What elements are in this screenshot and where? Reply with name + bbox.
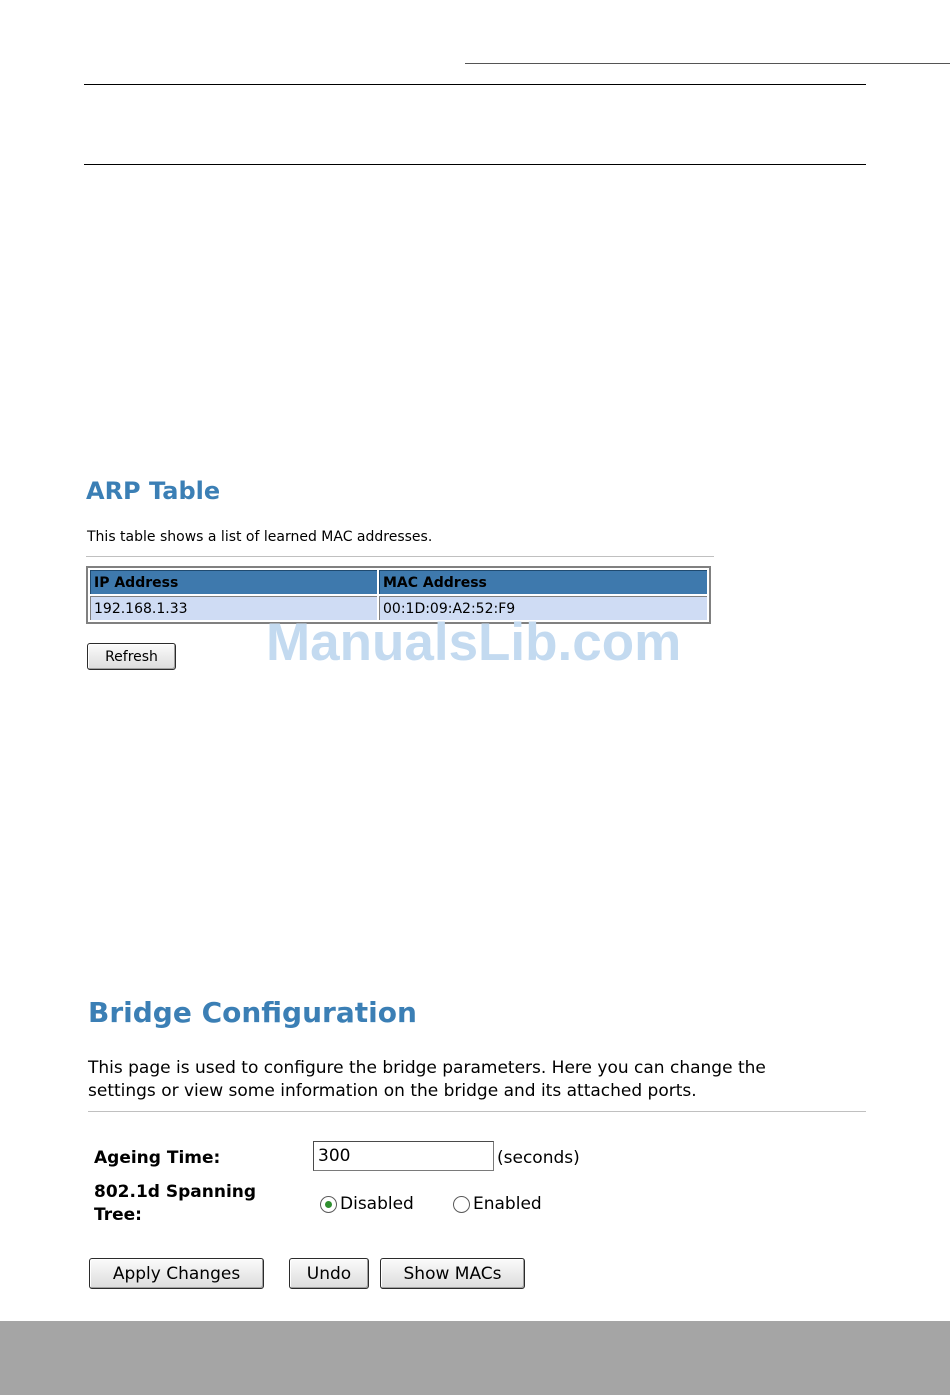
mac-address-cell: 00:1D:09:A2:52:F9: [379, 596, 707, 620]
spanning-tree-label-line-1: 802.1d Spanning: [94, 1182, 257, 1202]
show-macs-button[interactable]: Show MACs: [380, 1258, 525, 1289]
radio-unchecked-icon[interactable]: [453, 1196, 470, 1213]
header-rule-bottom: [84, 164, 866, 165]
ageing-time-unit: (seconds): [497, 1148, 580, 1168]
apply-changes-button[interactable]: Apply Changes: [89, 1258, 264, 1289]
undo-button[interactable]: Undo: [289, 1258, 369, 1289]
spanning-tree-label: [94, 1181, 294, 1227]
header-rule-top: [84, 84, 866, 85]
ageing-time-input[interactable]: [313, 1141, 494, 1171]
ageing-time-label: Ageing Time:: [94, 1148, 221, 1168]
spanning-tree-enabled-label: Enabled: [473, 1194, 542, 1214]
radio-checked-icon[interactable]: [320, 1196, 337, 1213]
bridge-description-line-1: This page is used to configure the bridge parameters. Here you can change the: [88, 1058, 766, 1078]
arp-table-title: ARP Table: [86, 477, 221, 505]
footer-band: [0, 1321, 950, 1395]
column-header-ip-address: IP Address: [90, 570, 377, 594]
ip-address-cell: 192.168.1.33: [90, 596, 377, 620]
bridge-configuration-title: Bridge Configuration: [88, 996, 417, 1029]
arp-divider: [86, 556, 714, 557]
spanning-tree-disabled-label: Disabled: [340, 1194, 414, 1214]
refresh-button[interactable]: Refresh: [87, 643, 176, 670]
watermark: ManualsLib.com: [266, 613, 682, 672]
arp-table-description: This table shows a list of learned MAC addresses.: [87, 529, 433, 545]
column-header-mac-address: MAC Address: [379, 570, 707, 594]
spanning-tree-disabled-option[interactable]: [320, 1193, 414, 1216]
spanning-tree-enabled-option[interactable]: [453, 1193, 542, 1216]
arp-table-header-row: [90, 570, 707, 594]
spanning-tree-label-line-2: Tree:: [94, 1205, 142, 1225]
top-right-rule: [465, 63, 950, 64]
bridge-description: [88, 1057, 766, 1103]
bridge-divider: [88, 1111, 866, 1112]
bridge-description-line-2: settings or view some information on the bridge and its attached ports.: [88, 1081, 697, 1101]
